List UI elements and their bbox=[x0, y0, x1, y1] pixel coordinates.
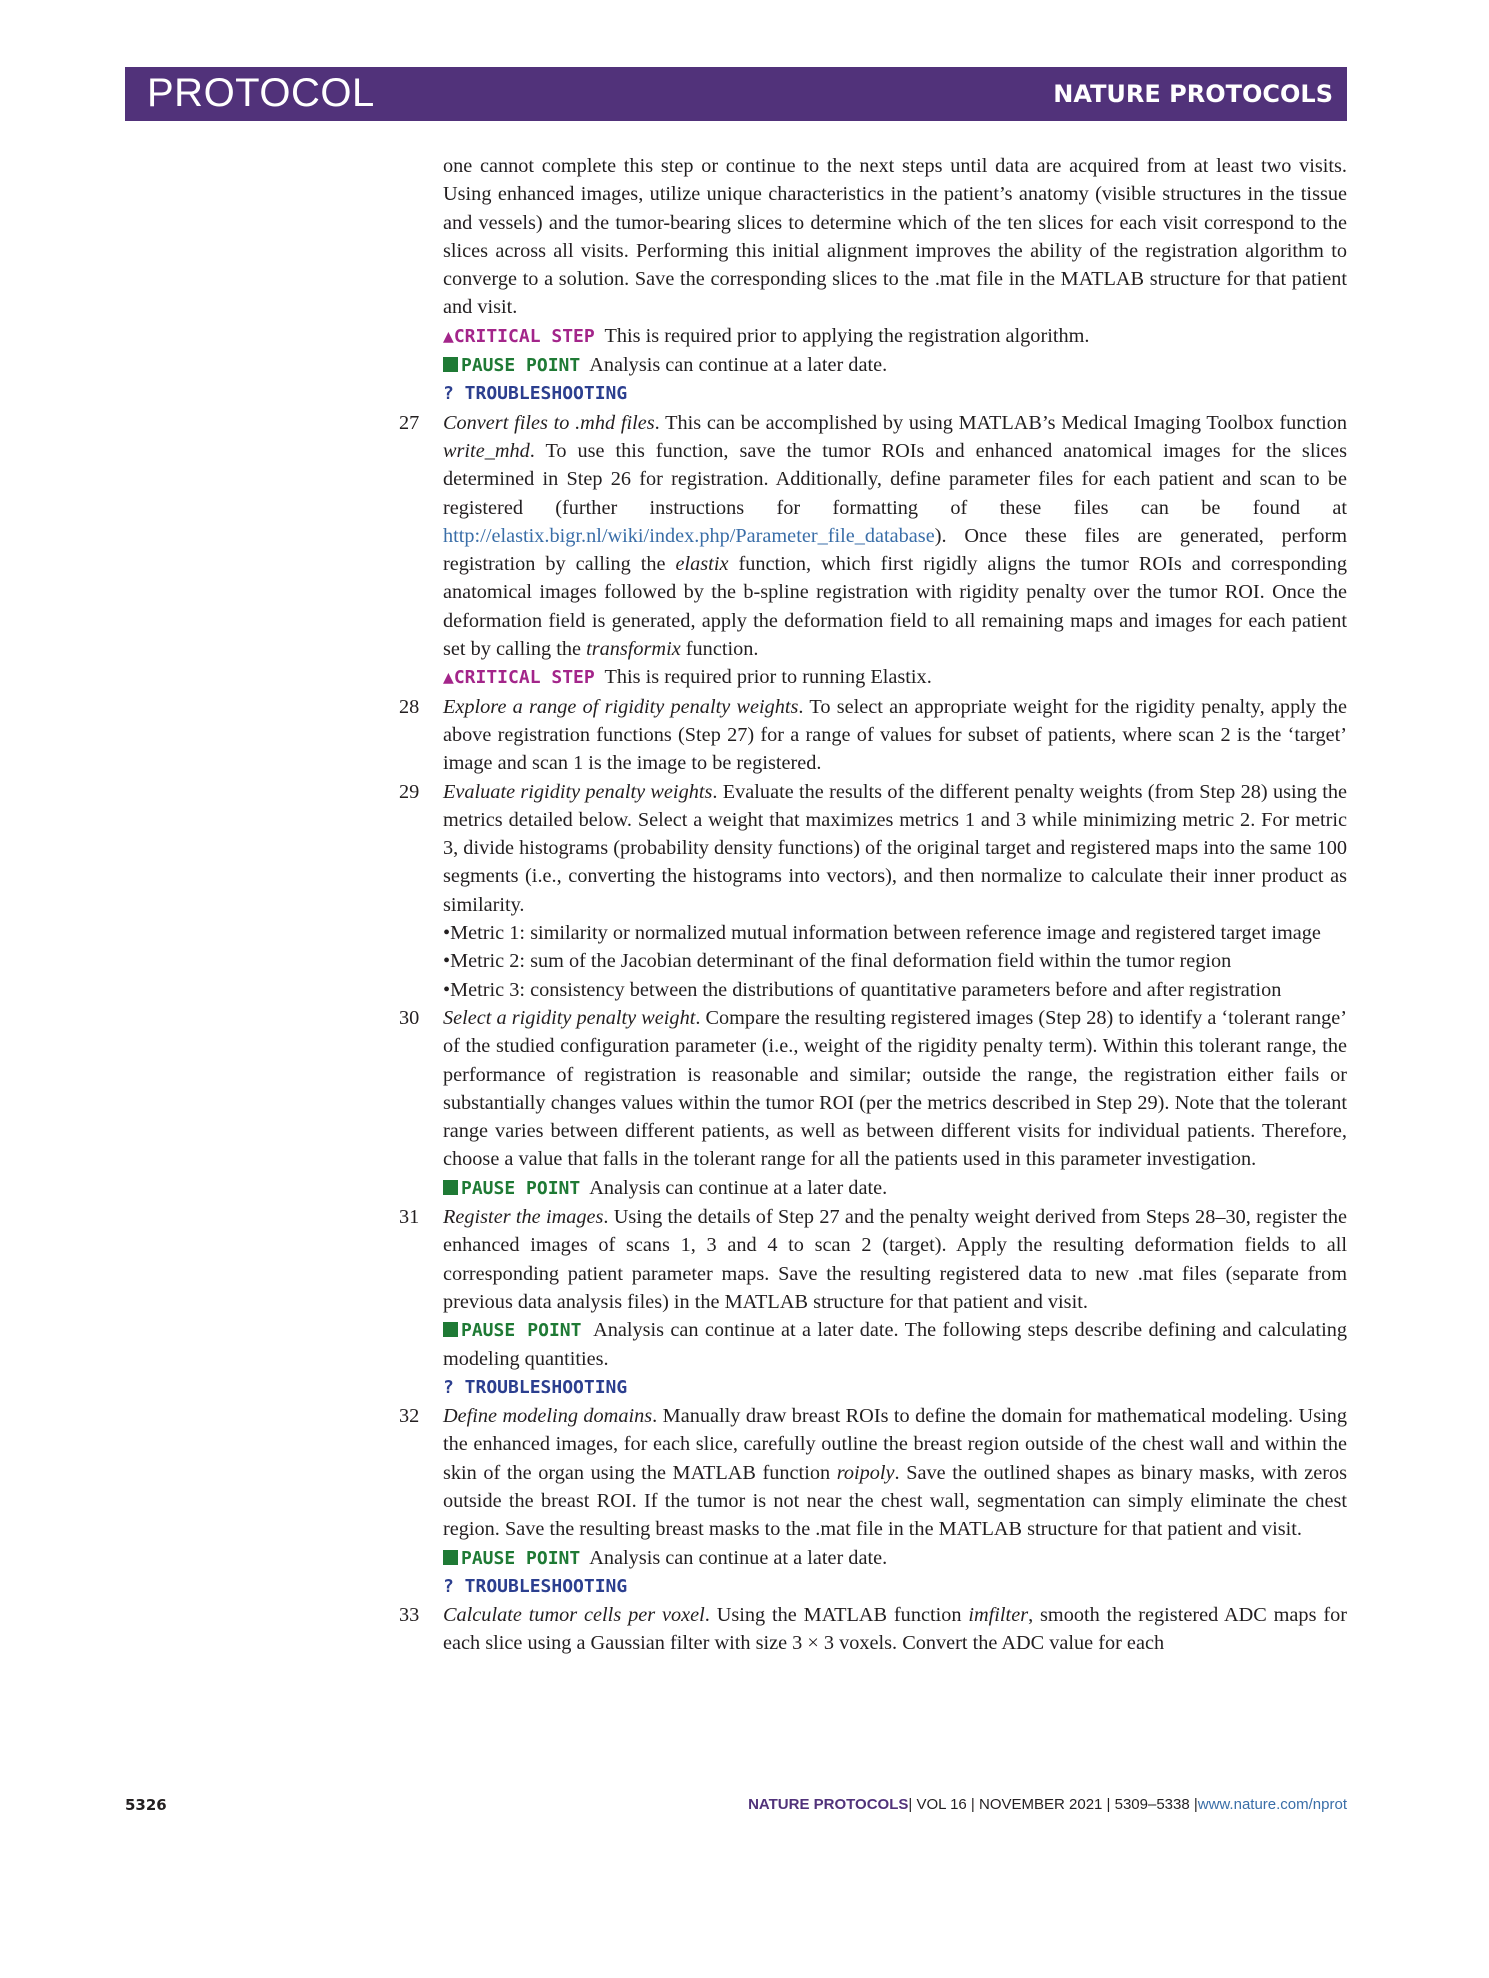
step-number: 31 bbox=[399, 1205, 420, 1228]
article-body bbox=[399, 152, 1348, 1658]
footer-journal: NATURE PROTOCOLS bbox=[748, 1796, 909, 1813]
section-label: PROTOCOL bbox=[147, 71, 375, 115]
step-29 bbox=[399, 778, 1347, 1004]
step-title: Define modeling domains bbox=[443, 1405, 653, 1428]
critical-step-note: ▲CRITICAL STEP This is required prior to running Elastix. bbox=[443, 666, 932, 689]
journal-name: NATURE PROTOCOLS bbox=[1053, 80, 1333, 108]
pause-square-icon bbox=[443, 357, 458, 372]
step-text: Convert files to .mhd files. This can be accomplished by using MATLAB’s Medical Imaging Toolbox function write_mhd. To use this function, save the tumor ROIs and enhanced anatomical images for the slices determined in Step 26 for registration. Additionally, define parameter files for each patient and scan to be registered (further instructions for formatting of these files can be found at http://elastix.bigr.nl/wiki/index.php/Parameter_file_database). Once these files are generated, perform registration by calling the elastix function, which first rigidly aligns the tumor ROIs and corresponding anatomical images followed by the b-spline registration with rigidity penalty over the tumor ROI. Once the deformation field is generated, apply the deformation field to all remaining maps and images for each patient set by calling the transformix function. bbox=[443, 411, 1347, 661]
critical-step-label: ▲CRITICAL STEP bbox=[443, 667, 595, 689]
header-bar bbox=[125, 67, 1347, 121]
step-number: 29 bbox=[399, 780, 420, 803]
step-27 bbox=[399, 409, 1347, 693]
pause-point-note: PAUSE POINT Analysis can continue at a later date. bbox=[443, 1544, 1347, 1573]
step-30 bbox=[399, 1004, 1347, 1203]
step-number: 33 bbox=[399, 1604, 420, 1627]
pause-square-icon bbox=[443, 1322, 458, 1337]
critical-step-label: ▲CRITICAL STEP bbox=[443, 325, 595, 347]
page-number: 5326 bbox=[125, 1796, 167, 1814]
function-name: imfilter bbox=[968, 1604, 1029, 1627]
step-31 bbox=[399, 1203, 1347, 1402]
step-number: 30 bbox=[399, 1006, 420, 1029]
step-text: Evaluate rigidity penalty weights. Evaluate the results of the different penalty weights (from Step 28) using the metrics detailed below. Select a weight that maximizes metrics 1 and 3 while minimizing metric 2. For metric 3, divide histograms (probability density functions) of the original target and registered maps into the same 100 segments (i.e., converting the histograms into vectors), and then normalize to calculate their inner product as similarity. bbox=[443, 780, 1347, 916]
parameter-file-link[interactable]: http://elastix.bigr.nl/wiki/index.php/Parameter_file_database bbox=[443, 524, 935, 547]
function-name: write_mhd bbox=[443, 439, 530, 462]
step-number: 28 bbox=[399, 695, 420, 718]
step-text: Calculate tumor cells per voxel. Using the MATLAB function imfilter, smooth the registered ADC maps for each slice using a Gaussian filter with size 3 × 3 voxels. Convert the ADC value for each bbox=[443, 1604, 1347, 1655]
intro-paragraph: one cannot complete this step or continue to the next steps until data are acquired from at least two visits. Using enhanced images, utilize unique characteristics in the patient’s anatomy (visible structures in the tissue and vessels) and the tumor-bearing slices to determine which of the ten slices for each visit correspond to the slices across all visits. Performing this initial alignment improves the ability of the registration algorithm to converge to a solution. Save the corresponding slices to the .mat file in the MATLAB structure for that patient and visit. bbox=[443, 155, 1347, 319]
footer-citation bbox=[748, 1796, 1347, 1813]
step-title: Evaluate rigidity penalty weights bbox=[443, 780, 713, 803]
pause-square-icon bbox=[443, 1180, 458, 1195]
step-33 bbox=[399, 1601, 1347, 1658]
step-title: Calculate tumor cells per voxel bbox=[443, 1604, 705, 1627]
pause-point-note: PAUSE POINT Analysis can continue at a later date. bbox=[443, 1174, 1347, 1203]
pause-point-label: PAUSE POINT bbox=[461, 1320, 582, 1342]
step-number: 32 bbox=[399, 1405, 420, 1428]
metric-bullet: •Metric 1: similarity or normalized mutual information between reference image and registered target image bbox=[443, 922, 1321, 945]
step-28 bbox=[399, 693, 1347, 778]
pause-square-icon bbox=[443, 1550, 458, 1565]
step-title: Register the images bbox=[443, 1205, 604, 1228]
step-32 bbox=[399, 1402, 1348, 1601]
pause-point-label: PAUSE POINT bbox=[461, 355, 581, 377]
step-text: Register the images. Using the details of Step 27 and the penalty weight derived from Steps 28–30, register the enhanced images of scans 1, 3 and 4 to scan 2 (target). Apply the resulting deformation fields to all corresponding patient parameter maps. Save the resulting registered data to new .mat files (separate from previous data analysis files) in the MATLAB structure for that patient and visit. bbox=[443, 1205, 1347, 1313]
metric-bullet: •Metric 3: consistency between the distributions of quantitative parameters before and after registration bbox=[443, 978, 1282, 1001]
function-name: roipoly bbox=[836, 1461, 895, 1484]
step-text: Define modeling domains. Manually draw breast ROIs to define the domain for mathematical modeling. Using the enhanced images, for each slice, carefully outline the breast region outside of the chest wall and within the skin of the organ using the MATLAB function roipoly. Save the outlined shapes as binary masks, with zeros outside the breast ROI. If the tumor is not near the chest wall, segmentation can simply eliminate the chest region. Save the resulting breast masks to the .mat file in the MATLAB structure for that patient and visit. bbox=[443, 1405, 1348, 1541]
step-title: Convert files to .mhd files bbox=[443, 411, 655, 434]
step-title: Select a rigidity penalty weight bbox=[443, 1006, 696, 1029]
troubleshooting-link[interactable]: ? TROUBLESHOOTING bbox=[443, 383, 628, 405]
metric-bullet: •Metric 2: sum of the Jacobian determinant of the final deformation field within the tumor region bbox=[443, 950, 1232, 973]
function-name: elastix bbox=[675, 553, 729, 576]
critical-step-note: ▲CRITICAL STEP This is required prior to applying the registration algorithm. bbox=[443, 324, 1090, 347]
pause-point-note: PAUSE POINT Analysis can continue at a later date. bbox=[443, 351, 1347, 380]
step-text: Select a rigidity penalty weight. Compare the resulting registered images (Step 28) to identify a ‘tolerant range’ of the studied configuration parameter (i.e., weight of the rigidity penalty term). Within this tolerant range, the performance of registration is reasonable and similar; outside the range, the registration either fails or substantially changes values within the tumor ROI (per the metrics described in Step 29). Note that the tolerant range varies between different patients, as well as between different visits for individual patients. Therefore, choose a value that falls in the tolerant range for all the patients used in this parameter investigation. bbox=[443, 1006, 1347, 1171]
pause-point-label: PAUSE POINT bbox=[461, 1547, 581, 1569]
step-number: 27 bbox=[399, 411, 420, 434]
footer-volume: | VOL 16 | NOVEMBER 2021 | 5309–5338 | bbox=[908, 1796, 1198, 1813]
troubleshooting-link[interactable]: ? TROUBLESHOOTING bbox=[443, 1575, 628, 1597]
pause-point-note: PAUSE POINT Analysis can continue at a later date. The following steps describe defining and calculating modeling quantities. bbox=[443, 1319, 1347, 1371]
troubleshooting-link[interactable]: ? TROUBLESHOOTING bbox=[443, 1376, 628, 1398]
step-text: Explore a range of rigidity penalty weights. To select an appropriate weight for the rigidity penalty, apply the above registration functions (Step 27) for a range of values for subset of patients, where scan 2 is the ‘target’ image and scan 1 is the image to be registered. bbox=[443, 695, 1347, 775]
pause-point-label: PAUSE POINT bbox=[461, 1177, 581, 1199]
function-name: transformix bbox=[586, 638, 681, 661]
footer-url[interactable]: www.nature.com/nprot bbox=[1197, 1796, 1347, 1813]
step-title: Explore a range of rigidity penalty weights bbox=[443, 695, 799, 718]
